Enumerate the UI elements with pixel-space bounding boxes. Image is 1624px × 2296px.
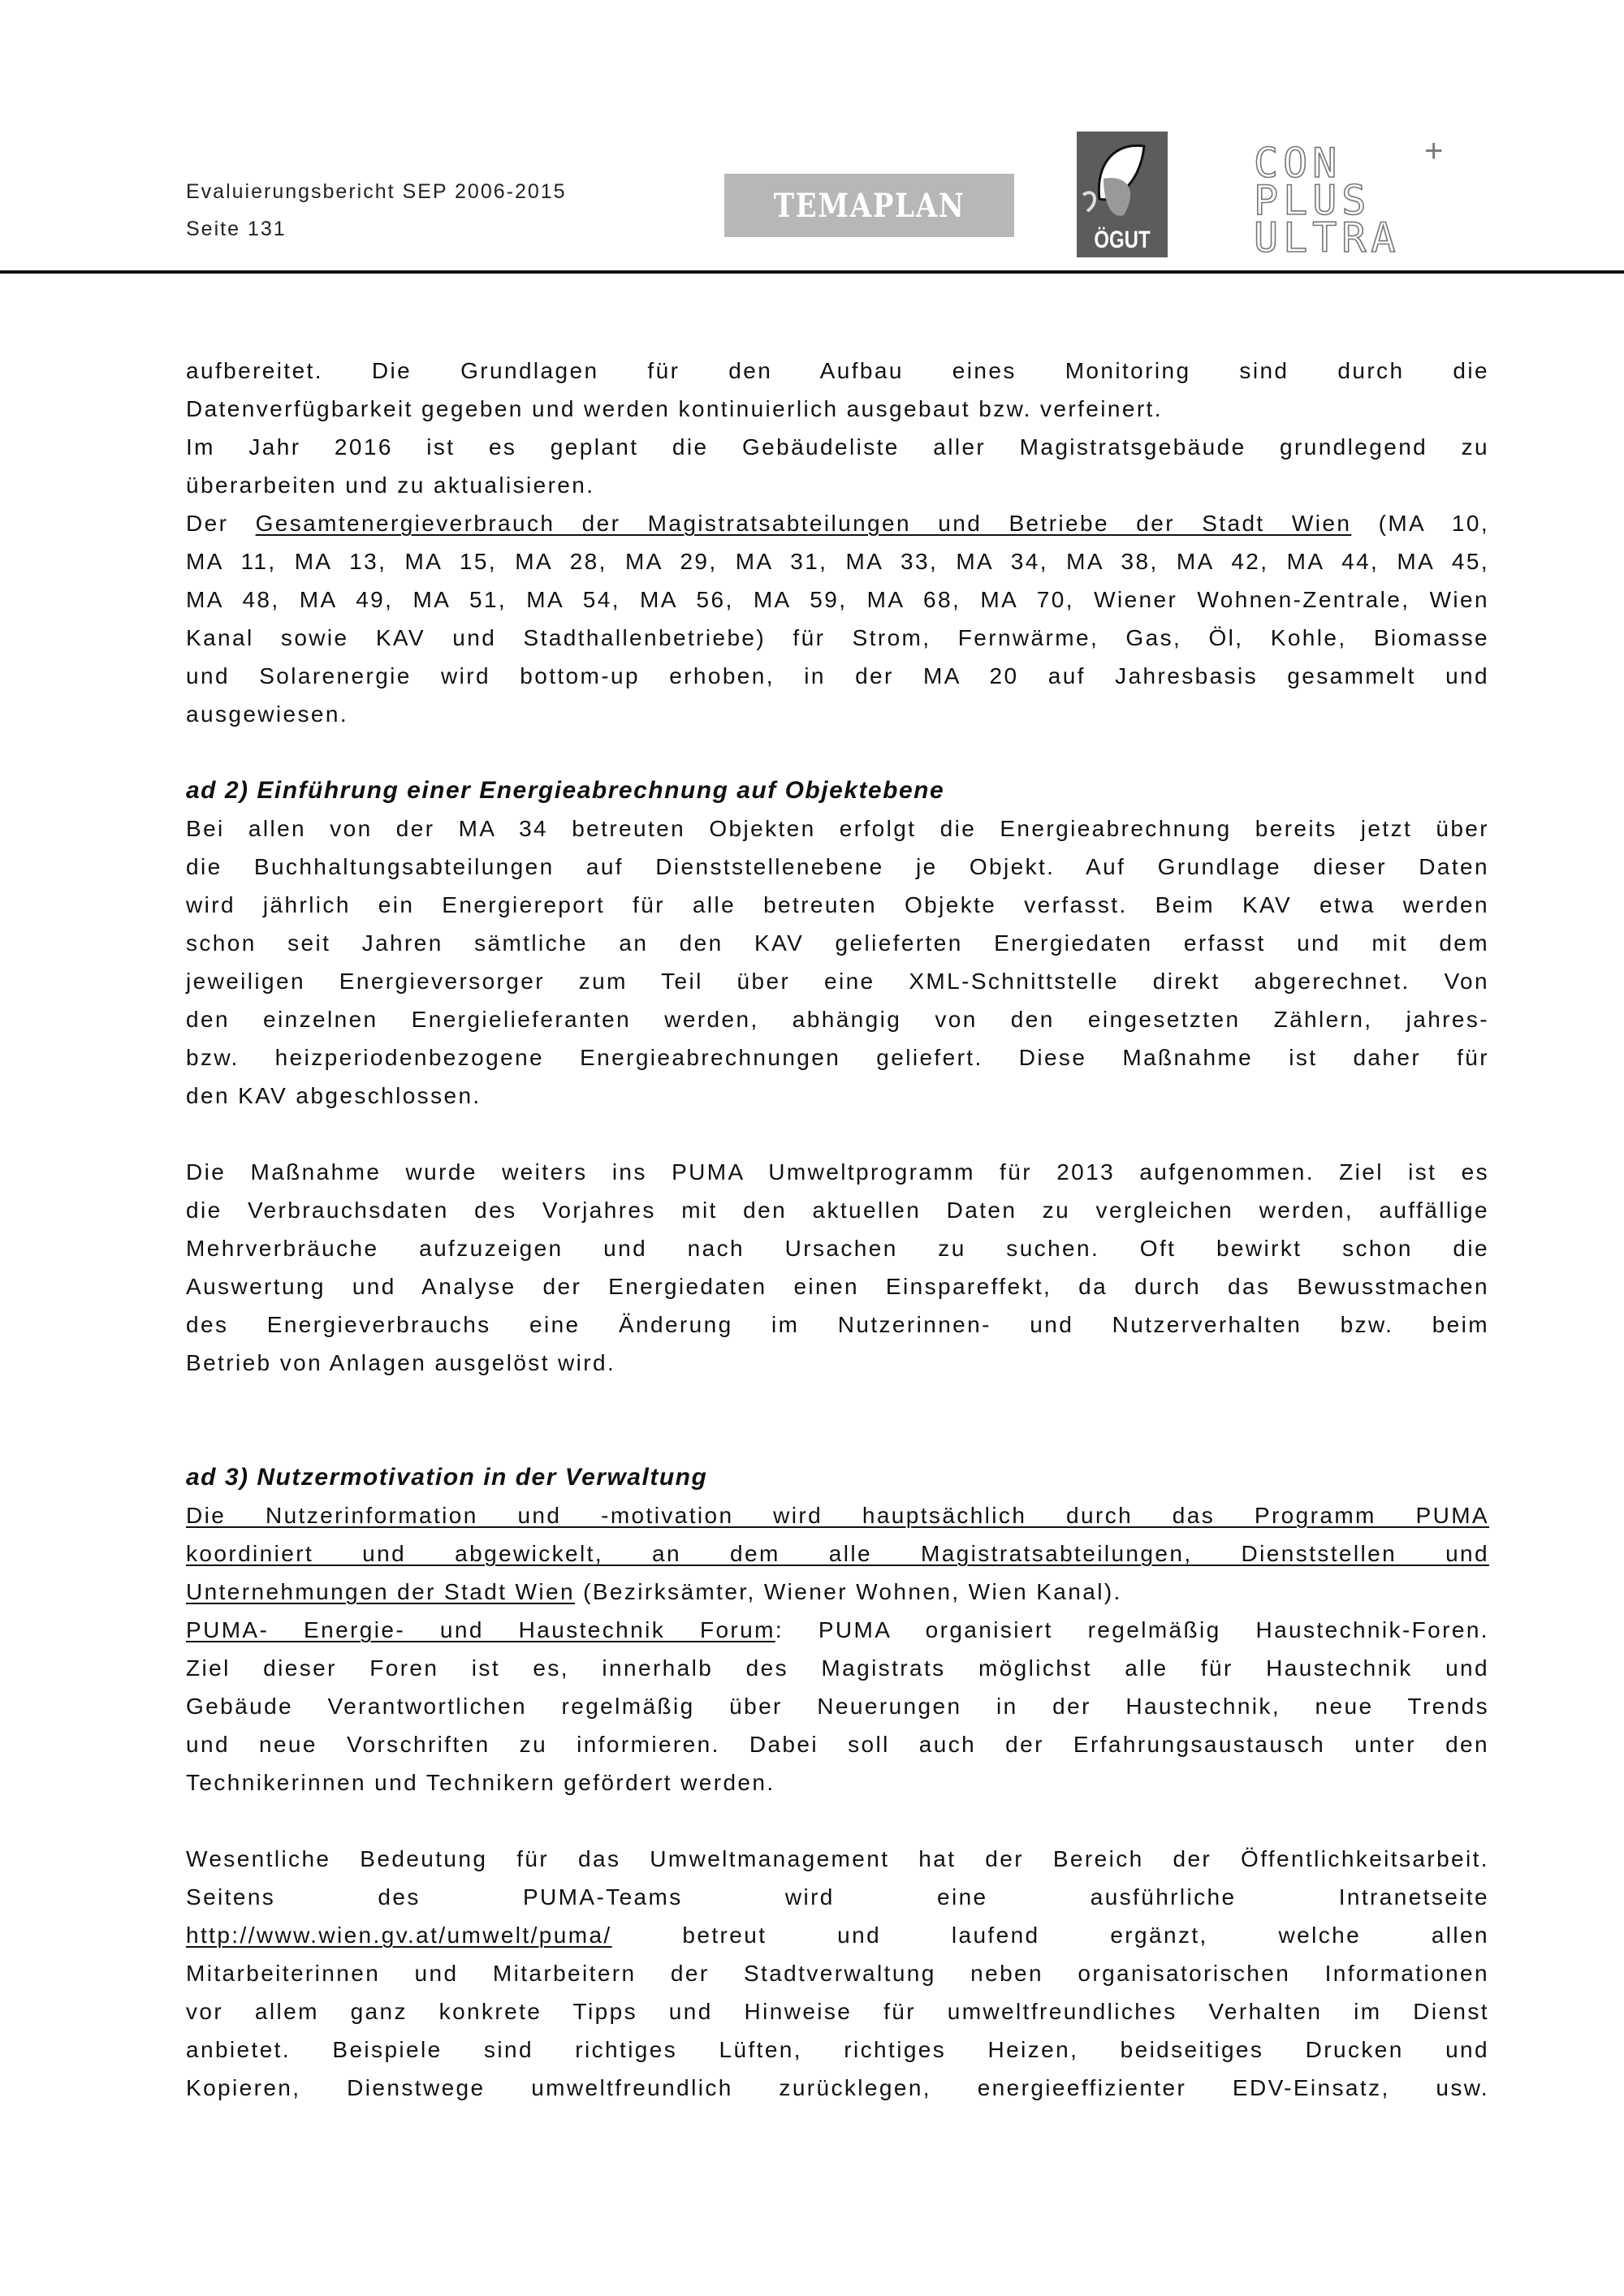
- text-segment: die Buchhaltungsabteilungen auf Dienststellenebene je Objekt. Auf Grundlage dieser Daten: [186, 854, 1489, 879]
- text-line: [186, 1573, 1489, 1611]
- leaf-icon: [1067, 138, 1164, 227]
- text-segment: Wesentliche Bedeutung für das Umweltmanagement hat der Bereich der Öffentlichkeitsarbeit.: [186, 1846, 1489, 1871]
- text-line: [186, 962, 1489, 1000]
- text-line: [186, 1038, 1489, 1077]
- text-line: [186, 1534, 1489, 1573]
- text-segment: ad 3) Nutzermotivation in der Verwaltung: [186, 1464, 708, 1491]
- text-segment: wird jährlich ein Energiereport für alle betreuten Objekte verfasst. Beim KAV etwa werden: [186, 892, 1489, 917]
- text-segment: Im Jahr 2016 ist es geplant die Gebäudeliste aller Magistratsgebäude grundlegend zu: [186, 434, 1489, 460]
- blank-line: [186, 1420, 1489, 1458]
- logo-word-ultra: ULTRA: [1254, 214, 1401, 261]
- text-segment: MA 11, MA 13, MA 15, MA 28, MA 29, MA 31, MA 33, MA 34, MA 38, MA 42, MA 44, MA 45,: [186, 549, 1489, 574]
- text-segment: Betrieb von Anlagen ausgelöst wird.: [186, 1350, 616, 1375]
- text-segment: (MA 10,: [1351, 511, 1490, 536]
- text-line: [186, 619, 1489, 657]
- section-heading: [186, 771, 1489, 809]
- ogut-logo: [1077, 132, 1168, 257]
- text-line: [186, 1344, 1489, 1382]
- text-line: [186, 428, 1489, 466]
- blank-line: [186, 733, 1489, 771]
- text-segment: Mehrverbräuche aufzuzeigen und nach Ursachen zu suchen. Oft bewirkt schon die: [186, 1236, 1489, 1261]
- logo-word-con: CON: [1254, 140, 1342, 187]
- text-segment: Datenverfügbarkeit gegeben und werden kontinuierlich ausgebaut bzw. verfeinert.: [186, 396, 1163, 421]
- blank-line: [186, 1115, 1489, 1153]
- text-line: [186, 1153, 1489, 1191]
- report-title: Evaluierungsbericht SEP 2006-2015: [186, 180, 567, 203]
- text-line: [186, 1763, 1489, 1802]
- text-line: [186, 1267, 1489, 1306]
- text-line: [186, 1229, 1489, 1267]
- con-plus-ultra-logo: [1254, 133, 1453, 261]
- text-line: [186, 848, 1489, 886]
- text-line: [186, 695, 1489, 733]
- text-segment: Die Maßnahme wurde weiters ins PUMA Umweltprogramm für 2013 aufgenommen. Ziel ist es: [186, 1159, 1489, 1185]
- text-segment: aufbereitet. Die Grundlagen für den Aufbau eines Monitoring sind durch die: [186, 358, 1489, 383]
- text-line: [186, 886, 1489, 924]
- text-line: [186, 1649, 1489, 1687]
- temaplan-logo: [724, 174, 1014, 237]
- text-line: [186, 1496, 1489, 1534]
- text-segment: Bei allen von der MA 34 betreuten Objekten erfolgt die Energieabrechnung bereits jetzt über: [186, 816, 1489, 841]
- underlined-text: Die Nutzerinformation und -motivation wird hauptsächlich durch das Programm PUMA: [186, 1503, 1489, 1528]
- text-line: [186, 1611, 1489, 1649]
- text-segment: die Verbrauchsdaten des Vorjahres mit den aktuellen Daten zu vergleichen werden, auffällige: [186, 1198, 1489, 1223]
- text-segment: Technikerinnen und Technikern gefördert werden.: [186, 1770, 775, 1795]
- header-divider: [0, 270, 1624, 274]
- text-line: [186, 924, 1489, 962]
- text-segment: Ziel dieser Foren ist es, innerhalb des Magistrats möglichst alle für Haustechnik und: [186, 1655, 1489, 1681]
- text-line: [186, 1992, 1489, 2031]
- logo-word-plus: PLUS: [1254, 177, 1371, 224]
- underlined-text: Gesamtenergieverbrauch der Magistratsabteilungen und Betriebe der Stadt Wien: [255, 511, 1352, 536]
- text-segment: Kopieren, Dienstwege umweltfreundlich zurücklegen, energieeffizienter EDV-Einsatz, usw.: [186, 2075, 1489, 2100]
- intranet-link[interactable]: http://www.wien.gv.at/umwelt/puma/: [186, 1923, 612, 1948]
- text-segment: überarbeiten und zu aktualisieren.: [186, 473, 595, 498]
- blank-line: [186, 1802, 1489, 1840]
- text-line: [186, 1000, 1489, 1038]
- text-segment: Auswertung und Analyse der Energiedaten einen Einspareffekt, da durch das Bewusstmachen: [186, 1274, 1489, 1299]
- text-line: [186, 1687, 1489, 1725]
- text-segment: (Bezirksämter, Wiener Wohnen, Wien Kanal).: [574, 1579, 1122, 1604]
- text-segment: des Energieverbrauchs eine Änderung im Nutzerinnen- und Nutzerverhalten bzw. beim: [186, 1312, 1489, 1337]
- underlined-text: koordiniert und abgewickelt, an dem alle Magistratsabteilungen, Dienststellen und: [186, 1541, 1489, 1566]
- section-heading: [186, 1458, 1489, 1496]
- text-segment: Mitarbeiterinnen und Mitarbeitern der Stadtverwaltung neben organisatorischen Informationen: [186, 1961, 1489, 1986]
- text-line: [186, 1077, 1489, 1115]
- text-segment: den einzelnen Energielieferanten werden, abhängig von den eingesetzten Zählern, jahres-: [186, 1007, 1489, 1032]
- text-segment: Seitens des PUMA-Teams wird eine ausführliche Intranetseite: [186, 1884, 1489, 1910]
- temaplan-logo-text: TEMAPLAN: [773, 186, 965, 225]
- text-segment: ausgewiesen.: [186, 701, 349, 727]
- text-line: [186, 2069, 1489, 2107]
- text-line: [186, 504, 1489, 542]
- text-segment: und Solarenergie wird bottom-up erhoben, in der MA 20 auf Jahresbasis gesammelt und: [186, 663, 1489, 688]
- text-line: [186, 1878, 1489, 1916]
- text-line: [186, 2031, 1489, 2069]
- text-segment: Gebäude Verantwortlichen regelmäßig über Neuerungen in der Haustechnik, neue Trends: [186, 1694, 1489, 1719]
- text-line: [186, 1191, 1489, 1229]
- text-line: [186, 1840, 1489, 1878]
- document-body: [186, 352, 1489, 2107]
- text-segment: Kanal sowie KAV und Stadthallenbetriebe) für Strom, Fernwärme, Gas, Öl, Kohle, Biomasse: [186, 625, 1489, 650]
- text-segment: ad 2) Einführung einer Energieabrechnung auf Objektebene: [186, 777, 945, 804]
- plus-icon: +: [1424, 133, 1444, 169]
- text-segment: Der: [186, 511, 256, 536]
- text-line: [186, 580, 1489, 619]
- text-segment: anbietet. Beispiele sind richtiges Lüften, richtiges Heizen, beidseitiges Drucken und: [186, 2037, 1489, 2062]
- page-number: Seite 131: [186, 218, 287, 240]
- text-segment: jeweiligen Energieversorger zum Teil über eine XML-Schnittstelle direkt abgerechnet. Von: [186, 969, 1489, 994]
- text-line: [186, 1306, 1489, 1344]
- underlined-text: Unternehmungen der Stadt Wien: [186, 1579, 575, 1604]
- text-segment: bzw. heizperiodenbezogene Energieabrechnungen geliefert. Diese Maßnahme ist daher für: [186, 1045, 1489, 1070]
- text-segment: schon seit Jahren sämtliche an den KAV gelieferten Energiedaten erfasst und mit dem: [186, 930, 1489, 956]
- text-line: [186, 1916, 1489, 1954]
- text-segment: MA 48, MA 49, MA 51, MA 54, MA 56, MA 59, MA 68, MA 70, Wiener Wohnen-Zentrale, Wien: [186, 587, 1489, 612]
- text-line: [186, 1725, 1489, 1763]
- text-segment: den KAV abgeschlossen.: [186, 1083, 482, 1108]
- underlined-text: PUMA- Energie- und Haustechnik Forum: [186, 1617, 775, 1642]
- text-line: [186, 542, 1489, 580]
- text-segment: und neue Vorschriften zu informieren. Dabei soll auch der Erfahrungsaustausch unter den: [186, 1732, 1489, 1757]
- text-segment: betreut und laufend ergänzt, welche allen: [611, 1923, 1489, 1948]
- text-line: [186, 390, 1489, 428]
- text-segment: : PUMA organisiert regelmäßig Haustechnik-Foren.: [775, 1617, 1489, 1642]
- text-line: [186, 809, 1489, 848]
- text-line: [186, 466, 1489, 504]
- blank-line: [186, 1382, 1489, 1420]
- text-segment: vor allem ganz konkrete Tipps und Hinweise für umweltfreundliches Verhalten im Dienst: [186, 1999, 1489, 2024]
- text-line: [186, 1954, 1489, 1992]
- ogut-logo-text: ÖGUT: [1094, 227, 1151, 253]
- text-line: [186, 657, 1489, 695]
- text-line: [186, 352, 1489, 390]
